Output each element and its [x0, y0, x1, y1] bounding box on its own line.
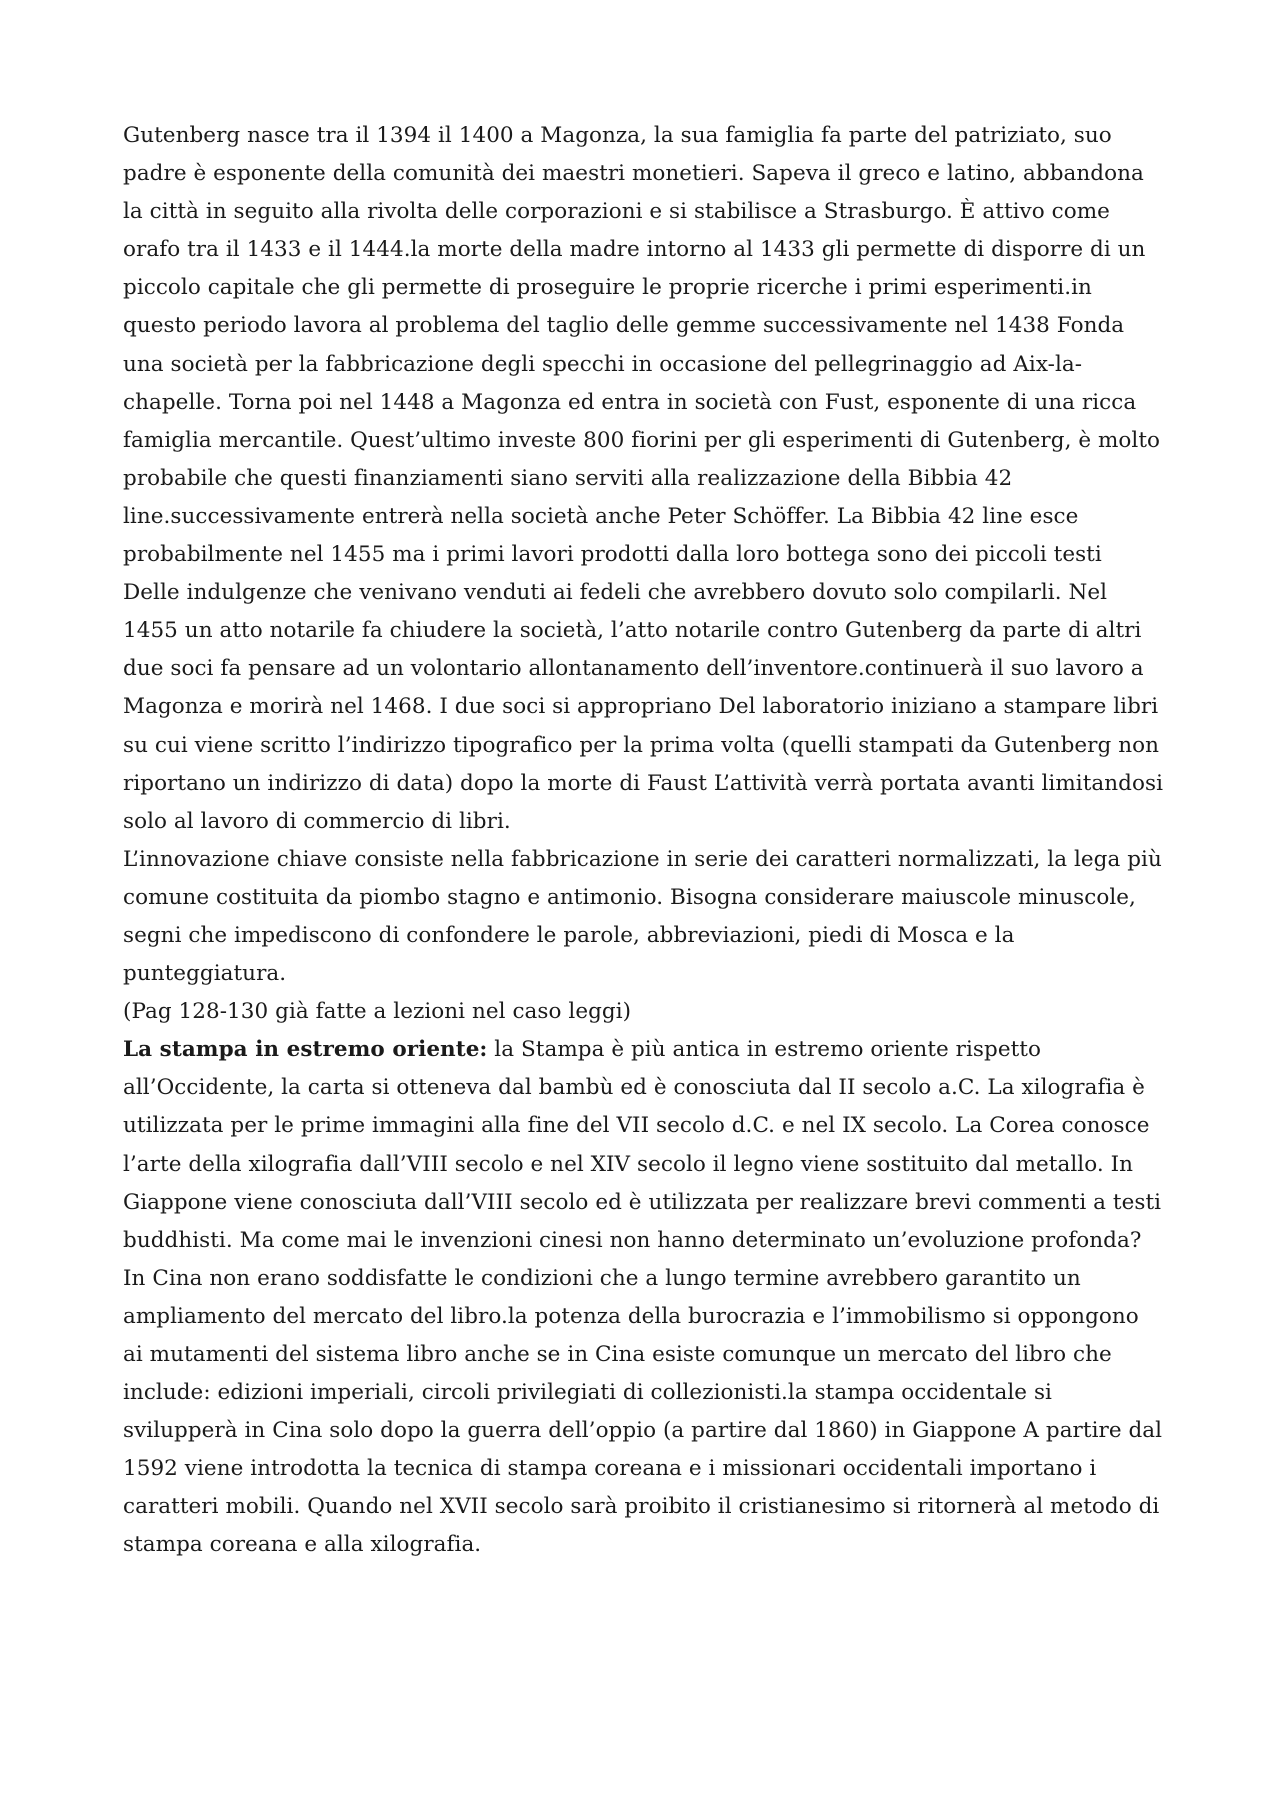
paragraph-page-note: (Pag 128-130 già fatte a lezioni nel caso leggi) [123, 999, 632, 1025]
paragraph-gutenberg-biography: Gutenberg nasce tra il 1394 il 1400 a Magonza, la sua famiglia fa parte del patriziato, suo padre è esponente della comunità dei maestri monetieri. Sapeva il greco e latino, abbandona la città in seguito alla rivolta delle corporazioni e si stabilisce a Strasburgo. È attivo come orafo tra il 1433 e il 1444.la morte della madre intorno al 1433 gli permette di disporre di un piccolo capitale che gli permette di proseguire le proprie ricerche i primi esperimenti.in questo periodo lavora al problema del taglio delle gemme successivamente nel 1438 Fonda una società per la fabbricazione degli specchi in occasione del pellegrinaggio ad Aix-la-chapelle. Torna poi nel 1448 a Magonza ed entra in società con Fust, esponente di una ricca famiglia mercantile. Quest’ultimo investe 800 fiorini per gli esperimenti di Gutenberg, è molto probabile che questi finanziamenti siano serviti alla realizzazione della Bibbia 42 line.successivamente entrerà nella società anche Peter Schöffer. La Bibbia 42 line esce probabilmente nel 1455 ma i primi lavori prodotti dalla loro bottega sono dei piccoli testi Delle indulgenze che venivano venduti ai fedeli che avrebbero dovuto solo compilarli. Nel 1455 un atto notarile fa chiudere la società, l’atto notarile contro Gutenberg da parte di altri due soci fa pensare ad un volontario allontanamento dell’inventore.continuerà il suo lavoro a Magonza e morirà nel 1468. I due soci si appropriano Del laboratorio iniziano a stampare libri su cui viene scritto l’indirizzo tipografico per la prima volta (quelli stampati da Gutenberg non riportano un indirizzo di data) dopo la morte di Faust L’attività verrà portata avanti limitandosi solo al lavoro di commercio di libri. [123, 123, 1163, 834]
paragraph-far-east-text: la Stampa è più antica in estremo oriente rispetto all’Occidente, la carta si otteneva dal bambù ed è conosciuta dal II secolo a.C. La xilografia è utilizzata per le prime immagini alla fine del VII secolo d.C. e nel IX secolo. La Corea conosce l’arte della xilografia dall’VIII secolo e nel XIV secolo il legno viene sostituito dal metallo. In Giappone viene conosciuta dall’VIII secolo ed è utilizzata per realizzare brevi commenti a testi buddhisti. Ma come mai le invenzioni cinesi non hanno determinato un’evoluzione profonda? In Cina non erano soddisfatte le condizioni che a lungo termine avrebbero garantito un ampliamento del mercato del libro.la potenza della burocrazia e l’immobilismo si oppongono ai mutamenti del sistema libro anche se in Cina esiste comunque un mercato del libro che include: edizioni imperiali, circoli privilegiati di collezionisti.la stampa occidentale si svilupperà in Cina solo dopo la guerra dell’oppio (a partire dal 1860) in Giappone A partire dal 1592 viene introdotta la tecnica di stampa coreana e i missionari occidentali importano i caratteri mobili. Quando nel XVII secolo sarà proibito il cristianesimo si ritornerà al metodo di stampa coreana e alla xilografia. [123, 1037, 1163, 1558]
section-heading-far-east: La stampa in estremo oriente: [123, 1037, 488, 1063]
paragraph-far-east-printing [123, 1031, 1163, 1564]
paragraph-key-innovation: L’innovazione chiave consiste nella fabbricazione in serie dei caratteri normalizzati, la lega più comune costituita da piombo stagno e antimonio. Bisogna considerare maiuscole minuscole, segni che impediscono di confondere le parole, abbreviazioni, piedi di Mosca e la punteggiatura. [123, 846, 1162, 987]
document-body [123, 117, 1163, 1565]
